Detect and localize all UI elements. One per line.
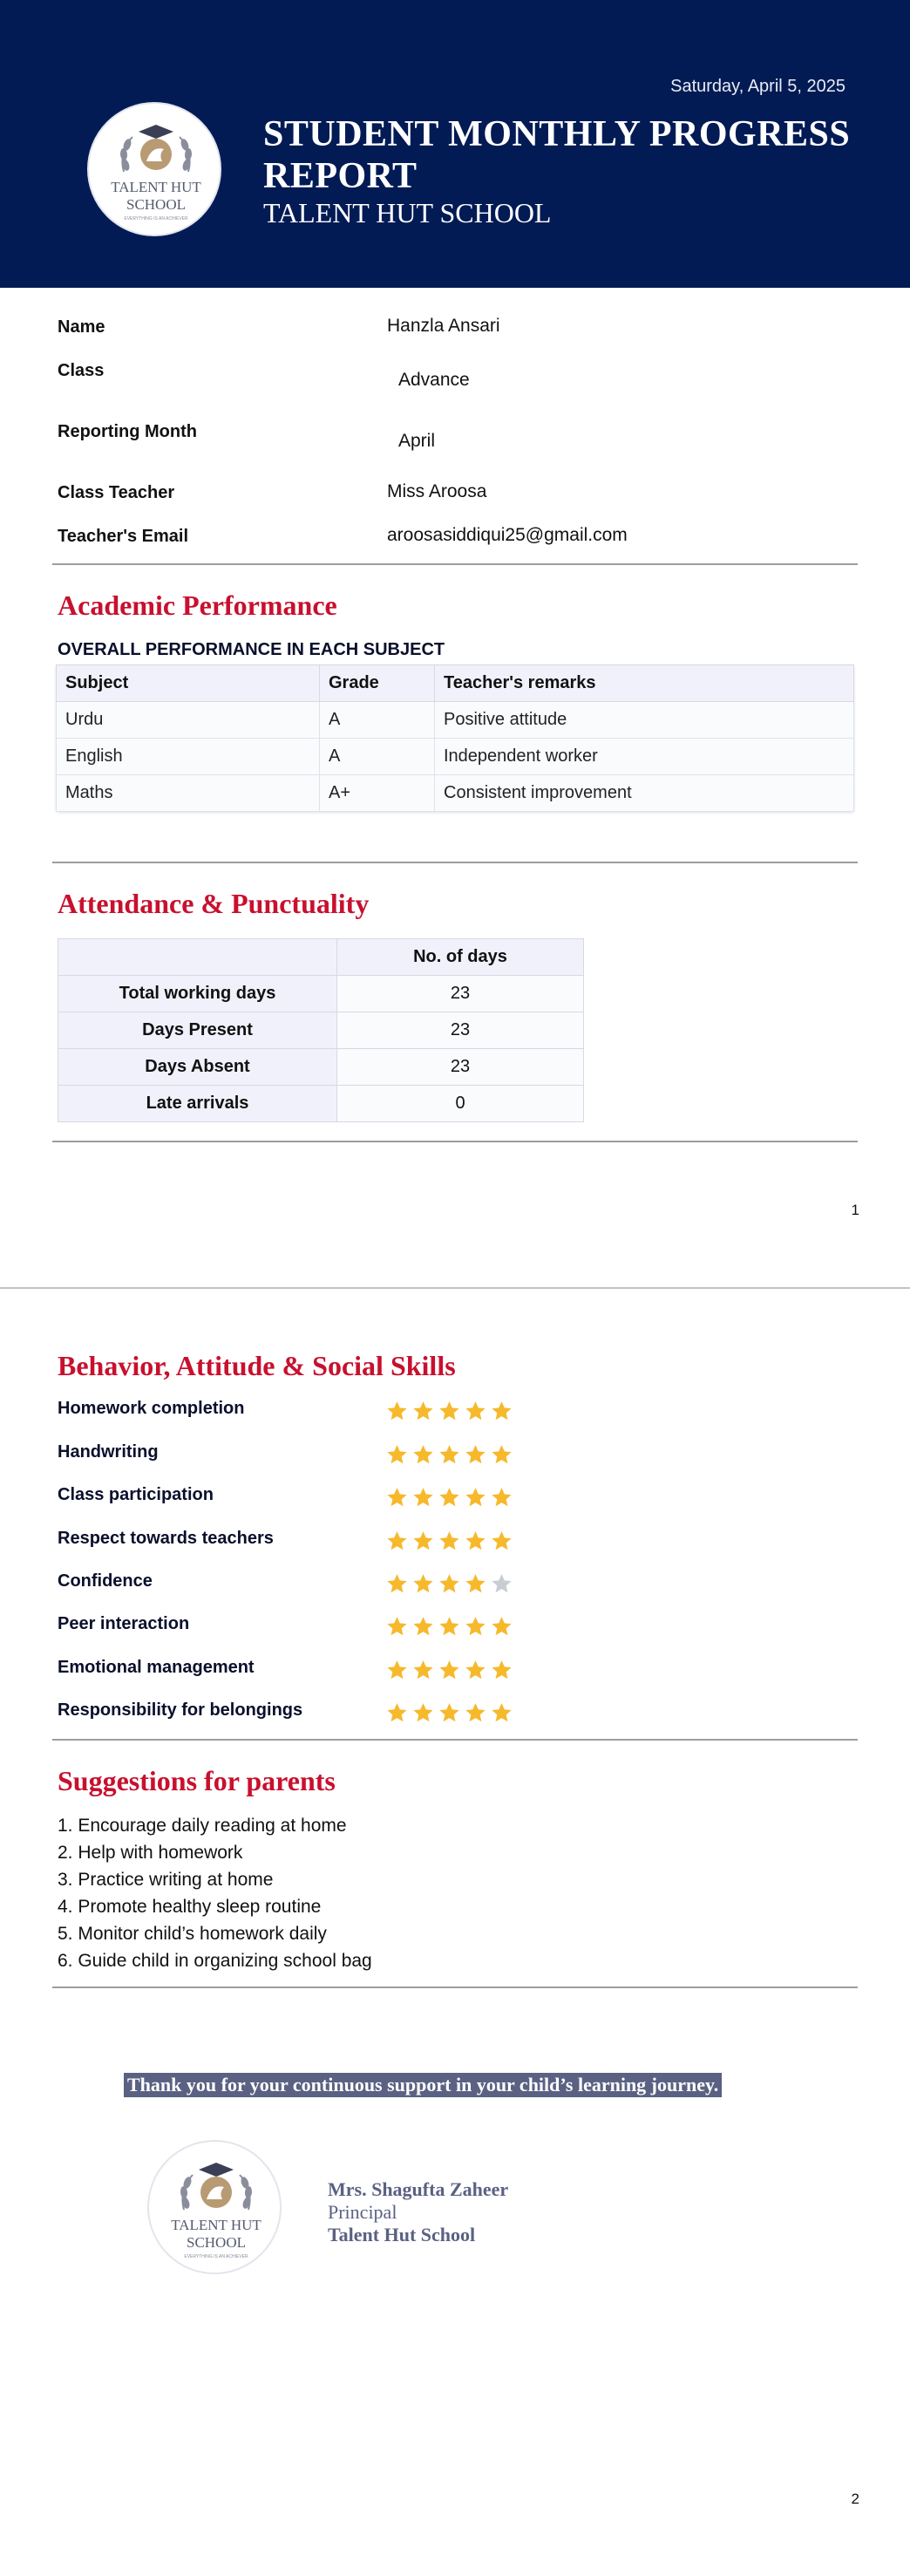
star-filled-icon bbox=[438, 1658, 461, 1681]
attendance-value: 23 bbox=[337, 976, 584, 1012]
attendance-value: 23 bbox=[337, 1012, 584, 1049]
school-name: TALENT HUT SCHOOL bbox=[263, 197, 552, 228]
report-header bbox=[0, 0, 910, 288]
star-filled-icon bbox=[464, 1442, 487, 1466]
divider bbox=[52, 1739, 858, 1741]
academic-subtitle: OVERALL PERFORMANCE IN EACH SUBJECT bbox=[58, 640, 445, 659]
signatory-role: Principal bbox=[328, 2201, 397, 2223]
subject-cell: Maths bbox=[57, 775, 320, 812]
page-number: 1 bbox=[851, 1202, 859, 1218]
star-filled-icon bbox=[464, 1658, 487, 1681]
logo-motto: EVERYTHING IS AN ACHIEVER bbox=[184, 2254, 248, 2259]
remarks-cell: Independent worker bbox=[435, 739, 854, 775]
star-filled-icon bbox=[438, 1399, 461, 1422]
star-filled-icon bbox=[411, 1658, 435, 1681]
table-row bbox=[58, 1049, 584, 1086]
month-label: Reporting Month bbox=[58, 422, 197, 441]
attendance-label: Days Present bbox=[58, 1012, 337, 1049]
academic-table bbox=[56, 664, 854, 812]
star-filled-icon bbox=[385, 1442, 409, 1466]
suggestions-title: Suggestions for parents bbox=[58, 1765, 336, 1796]
star-filled-icon bbox=[464, 1700, 487, 1724]
star-filled-icon bbox=[464, 1399, 487, 1422]
reporting-month: April bbox=[398, 431, 436, 451]
star-filled-icon bbox=[490, 1485, 513, 1509]
star-filled-icon bbox=[490, 1399, 513, 1422]
logo-text-line2: SCHOOL bbox=[186, 2234, 247, 2251]
star-filled-icon bbox=[490, 1658, 513, 1681]
list-item: 2. Help with homework bbox=[58, 1843, 243, 1863]
star-filled-icon bbox=[490, 1442, 513, 1466]
column-header: Grade bbox=[320, 665, 435, 702]
grade-cell: A+ bbox=[320, 775, 435, 812]
star-filled-icon bbox=[385, 1571, 409, 1595]
column-header: No. of days bbox=[337, 939, 584, 976]
list-item: 4. Promote healthy sleep routine bbox=[58, 1897, 322, 1917]
star-filled-icon bbox=[385, 1614, 409, 1638]
table-row bbox=[57, 702, 854, 739]
star-filled-icon bbox=[438, 1442, 461, 1466]
attendance-label: Late arrivals bbox=[58, 1086, 337, 1122]
rating-stars bbox=[385, 1442, 513, 1467]
star-filled-icon bbox=[411, 1529, 435, 1552]
logo-text-line1: TALENT HUT bbox=[171, 2217, 261, 2233]
behavior-label: Homework completion bbox=[58, 1399, 245, 1418]
student-name: Hanzla Ansari bbox=[387, 316, 500, 336]
star-filled-icon bbox=[490, 1614, 513, 1638]
page-break bbox=[0, 1287, 910, 1289]
star-empty-icon bbox=[490, 1571, 513, 1595]
divider bbox=[52, 563, 858, 565]
grade-cell: A bbox=[320, 739, 435, 775]
class-teacher: Miss Aroosa bbox=[387, 481, 487, 501]
star-filled-icon bbox=[385, 1399, 409, 1422]
star-filled-icon bbox=[411, 1614, 435, 1638]
rating-stars bbox=[385, 1700, 513, 1725]
logo-motto: EVERYTHING IS AN ACHIEVER bbox=[124, 216, 188, 221]
remarks-cell: Positive attitude bbox=[435, 702, 854, 739]
table-header-row bbox=[58, 939, 584, 976]
teacher-label: Class Teacher bbox=[58, 483, 175, 502]
class-label: Class bbox=[58, 361, 105, 380]
attendance-value: 23 bbox=[337, 1049, 584, 1086]
subject-cell: English bbox=[57, 739, 320, 775]
attendance-value: 0 bbox=[337, 1086, 584, 1122]
divider bbox=[52, 1141, 858, 1142]
star-filled-icon bbox=[438, 1485, 461, 1509]
student-class: Advance bbox=[398, 370, 470, 390]
divider bbox=[52, 1987, 858, 1988]
remarks-cell: Consistent improvement bbox=[435, 775, 854, 812]
star-filled-icon bbox=[464, 1485, 487, 1509]
behavior-label: Peer interaction bbox=[58, 1614, 190, 1633]
star-filled-icon bbox=[438, 1571, 461, 1595]
behavior-label: Class participation bbox=[58, 1485, 214, 1504]
attendance-label: Total working days bbox=[58, 976, 337, 1012]
logo-text-line1: TALENT HUT bbox=[111, 179, 201, 195]
star-filled-icon bbox=[464, 1614, 487, 1638]
list-item: 5. Monitor child’s homework daily bbox=[58, 1924, 327, 1944]
logo-text-line2: SCHOOL bbox=[126, 196, 187, 213]
star-filled-icon bbox=[438, 1529, 461, 1552]
behavior-title: Behavior, Attitude & Social Skills bbox=[58, 1350, 456, 1381]
thank-you-note: Thank you for your continuous support in your child’s learning journey. bbox=[124, 2073, 722, 2097]
rating-stars bbox=[385, 1658, 513, 1682]
star-filled-icon bbox=[490, 1529, 513, 1552]
teacher-email[interactable]: aroosasiddiqui25@gmail.com bbox=[387, 525, 628, 545]
signature-logo bbox=[147, 2140, 282, 2274]
star-filled-icon bbox=[490, 1700, 513, 1724]
star-filled-icon bbox=[411, 1571, 435, 1595]
star-filled-icon bbox=[438, 1700, 461, 1724]
signatory-name: Mrs. Shagufta Zaheer bbox=[328, 2178, 509, 2200]
star-filled-icon bbox=[411, 1700, 435, 1724]
page-number: 2 bbox=[851, 2491, 859, 2507]
star-filled-icon bbox=[438, 1614, 461, 1638]
table-row bbox=[58, 976, 584, 1012]
star-filled-icon bbox=[411, 1399, 435, 1422]
empty-header bbox=[58, 939, 337, 976]
school-logo bbox=[87, 102, 221, 236]
report-title: STUDENT MONTHLY PROGRESS REPORT bbox=[263, 114, 851, 196]
divider bbox=[52, 862, 858, 863]
rating-stars bbox=[385, 1614, 513, 1639]
behavior-label: Responsibility for belongings bbox=[58, 1700, 303, 1720]
behavior-label: Confidence bbox=[58, 1571, 153, 1591]
star-filled-icon bbox=[385, 1485, 409, 1509]
signatory-school: Talent Hut School bbox=[328, 2224, 476, 2245]
attendance-table bbox=[58, 938, 584, 1122]
star-filled-icon bbox=[385, 1529, 409, 1552]
star-filled-icon bbox=[411, 1485, 435, 1509]
table-row bbox=[58, 1086, 584, 1122]
list-item: 3. Practice writing at home bbox=[58, 1870, 274, 1890]
star-filled-icon bbox=[464, 1529, 487, 1552]
star-filled-icon bbox=[385, 1700, 409, 1724]
table-row bbox=[57, 739, 854, 775]
rating-stars bbox=[385, 1485, 513, 1509]
behavior-label: Emotional management bbox=[58, 1658, 255, 1677]
attendance-title: Attendance & Punctuality bbox=[58, 888, 370, 919]
email-label: Teacher's Email bbox=[58, 527, 189, 546]
rating-stars bbox=[385, 1571, 513, 1596]
table-row bbox=[57, 775, 854, 812]
table-row bbox=[58, 1012, 584, 1049]
column-header: Teacher's remarks bbox=[435, 665, 854, 702]
suggestions-list bbox=[58, 1812, 372, 1974]
behavior-label: Handwriting bbox=[58, 1442, 159, 1462]
star-filled-icon bbox=[464, 1571, 487, 1595]
rating-stars bbox=[385, 1529, 513, 1553]
subject-cell: Urdu bbox=[57, 702, 320, 739]
list-item: 6. Guide child in organizing school bag bbox=[58, 1951, 372, 1971]
star-filled-icon bbox=[385, 1658, 409, 1681]
column-header: Subject bbox=[57, 665, 320, 702]
behavior-label: Respect towards teachers bbox=[58, 1529, 274, 1548]
name-label: Name bbox=[58, 317, 105, 337]
academic-title: Academic Performance bbox=[58, 589, 337, 621]
rating-stars bbox=[385, 1399, 513, 1423]
report-date: Saturday, April 5, 2025 bbox=[670, 77, 845, 96]
table-header-row bbox=[57, 665, 854, 702]
grade-cell: A bbox=[320, 702, 435, 739]
list-item: 1. Encourage daily reading at home bbox=[58, 1816, 347, 1836]
attendance-label: Days Absent bbox=[58, 1049, 337, 1086]
star-filled-icon bbox=[411, 1442, 435, 1466]
